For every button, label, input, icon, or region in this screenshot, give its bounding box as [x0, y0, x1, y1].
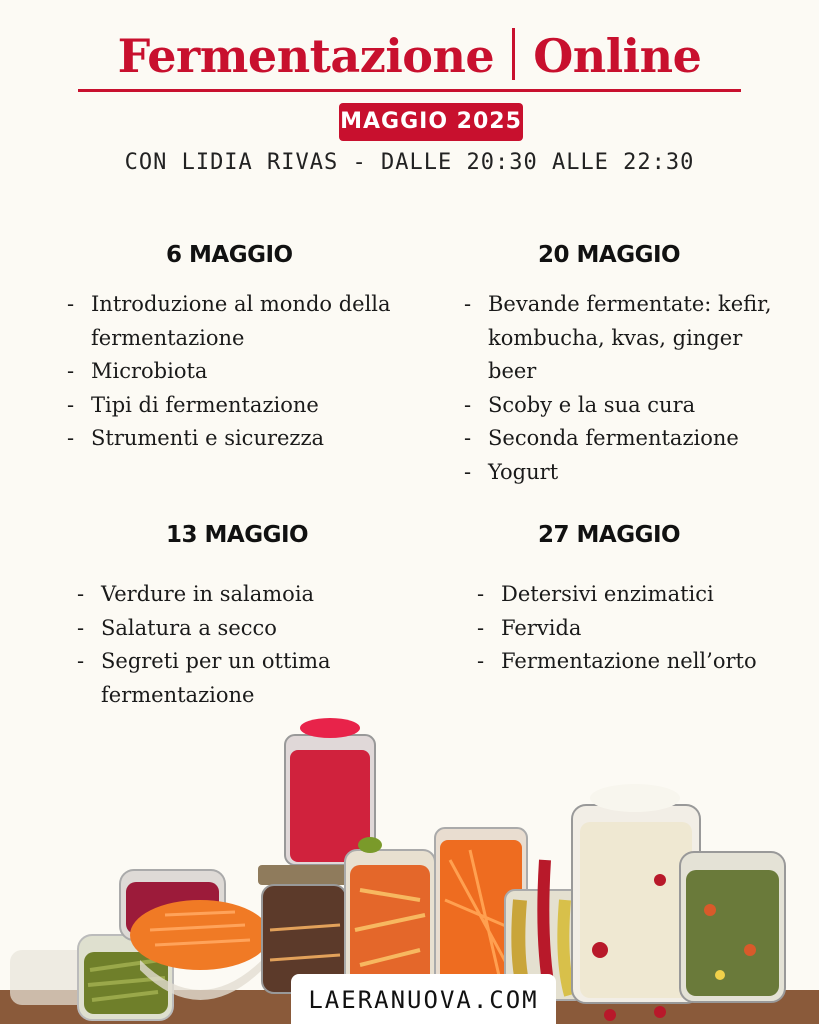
session-date-1: 6 MAGGIO	[166, 242, 293, 268]
berry	[654, 1006, 666, 1018]
title-divider	[512, 28, 515, 80]
title-underline	[78, 89, 741, 92]
list-item: - Verdure in salamoia	[77, 578, 377, 612]
month-badge: MAGGIO 2025	[339, 103, 523, 141]
list-item: - Tipi di fermentazione	[67, 389, 427, 423]
instructor-schedule: CON LIDIA RIVAS - DALLE 20:30 ALLE 22:30	[124, 150, 695, 175]
list-item: - Strumenti e sicurezza	[67, 422, 427, 456]
website-link[interactable]: LAERANUOVA.COM	[291, 974, 556, 1024]
session-date-3: 13 MAGGIO	[166, 522, 309, 548]
list-item: - Seconda fermentazione	[464, 422, 794, 456]
list-item: - Fermentazione nell’orto	[477, 645, 807, 679]
session-topics-1	[67, 288, 427, 456]
list-item: - Scoby e la sua cura	[464, 389, 794, 423]
title-right: Online	[533, 29, 702, 83]
page-title	[0, 28, 819, 83]
session-date-2: 20 MAGGIO	[538, 242, 681, 268]
list-item: - Bevande fermentate: kefir, kombucha, kvas, ginger beer	[464, 288, 794, 389]
session-topics-2	[464, 288, 794, 489]
list-item: - Introduzione al mondo della fermentazione	[67, 288, 427, 355]
list-item: - Fervida	[477, 612, 807, 646]
title-left: Fermentazione	[117, 29, 495, 83]
session-topics-4	[477, 578, 807, 679]
list-item: - Yogurt	[464, 456, 794, 490]
jar-kimchi	[345, 837, 435, 995]
list-item: - Microbiota	[67, 355, 427, 389]
session-date-4: 27 MAGGIO	[538, 522, 681, 548]
list-item: - Segreti per un ottima fermentazione	[77, 645, 377, 712]
list-item: - Detersivi enzimatici	[477, 578, 807, 612]
jar-green-vegetables	[680, 852, 785, 1002]
session-topics-3	[77, 578, 377, 712]
berry	[604, 1009, 616, 1021]
list-item: - Salatura a secco	[77, 612, 377, 646]
